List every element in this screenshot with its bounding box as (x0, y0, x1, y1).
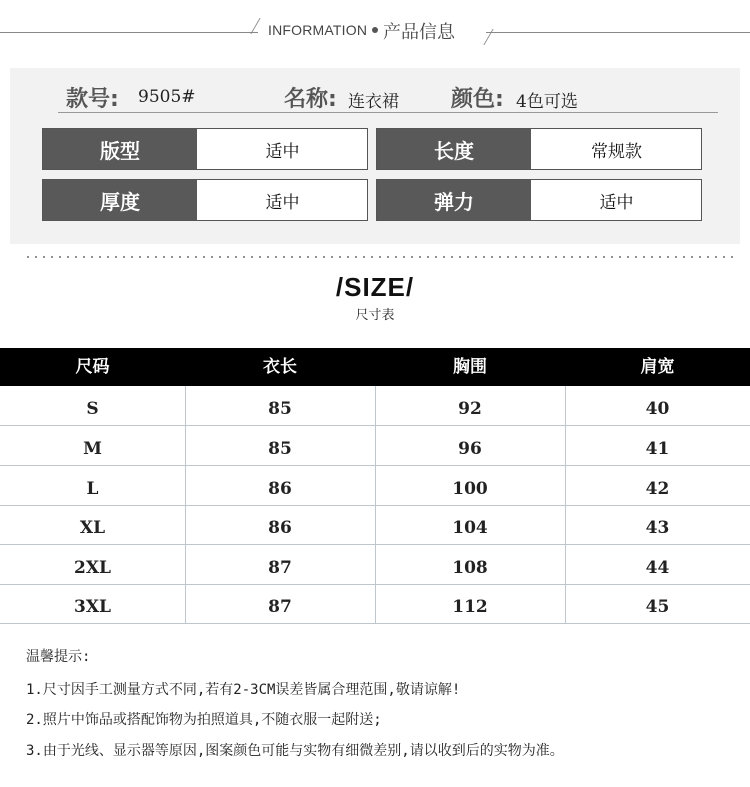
attribute-key: 厚度 (43, 180, 197, 220)
column-header-shoulder: 肩宽 (640, 357, 675, 377)
name-label: 名称: (284, 87, 337, 112)
size-subtitle: 尺寸表 (355, 308, 395, 323)
color-label: 颜色: (451, 87, 504, 112)
attribute-key: 版型 (43, 129, 197, 169)
header-dot (372, 27, 378, 33)
size-section-title (0, 272, 750, 323)
table-cell: 86 (268, 518, 292, 538)
table-cell: 85 (268, 399, 292, 419)
table-cell: 2XL (74, 558, 111, 578)
table-cell: 44 (645, 558, 670, 578)
header-title-en: INFORMATION (268, 22, 368, 38)
attribute-thickness (42, 179, 368, 221)
column-divider (185, 386, 186, 624)
attribute-value: 适中 (265, 192, 300, 213)
product-info-panel (10, 68, 740, 244)
attribute-elasticity (376, 179, 702, 221)
name-value: 连衣裙 (348, 92, 399, 112)
table-cell: 45 (645, 597, 670, 617)
header-divider-left (0, 32, 258, 33)
notes-title: 温馨提示: (26, 649, 91, 665)
table-cell: 43 (645, 518, 670, 538)
table-cell: 40 (645, 399, 670, 419)
size-title: /SIZE/ (335, 272, 415, 302)
column-divider (565, 386, 566, 624)
size-table-body (0, 386, 750, 624)
attribute-value: 适中 (265, 141, 300, 162)
note-item: 1.尺寸因手工测量方式不同,若有2-3CM误差皆属合理范围,敬请谅解! (26, 682, 461, 698)
attribute-fit (42, 128, 368, 170)
table-cell: 112 (452, 597, 488, 617)
table-cell: 87 (268, 597, 292, 617)
style-no-label: 款号: (66, 87, 119, 112)
table-cell: 92 (458, 399, 482, 419)
table-cell: L (86, 479, 99, 499)
color-value: 4色可选 (516, 92, 578, 112)
table-cell: 87 (268, 558, 292, 578)
table-cell: 104 (452, 518, 488, 538)
table-cell: 108 (452, 558, 488, 578)
attribute-value: 适中 (599, 192, 634, 213)
table-cell: S (86, 399, 99, 419)
table-cell: 96 (458, 439, 482, 459)
attribute-key: 弹力 (377, 180, 531, 220)
table-cell: 3XL (74, 597, 111, 617)
table-cell: XL (79, 518, 106, 538)
attribute-key: 长度 (377, 129, 531, 169)
header-title-cn: 产品信息 (383, 22, 455, 43)
table-cell: 42 (645, 479, 670, 499)
info-divider (58, 112, 718, 113)
attribute-value: 常规款 (591, 141, 642, 162)
column-divider (375, 386, 376, 624)
dotted-divider (24, 256, 736, 258)
table-cell: 86 (268, 479, 292, 499)
column-header-length: 衣长 (263, 357, 297, 377)
section-header (0, 0, 750, 60)
column-header-bust: 胸围 (453, 357, 487, 377)
table-cell: M (83, 439, 102, 459)
table-cell: 41 (645, 439, 670, 459)
note-item: 2.照片中饰品或搭配饰物为拍照道具,不随衣服一起附送; (26, 712, 382, 728)
attribute-length (376, 128, 702, 170)
style-no-value: 9505# (138, 87, 196, 107)
product-info-row (66, 82, 716, 114)
header-divider-right (486, 32, 750, 33)
column-header-size: 尺码 (75, 357, 110, 377)
note-item: 3.由于光线、显示器等原因,图案颜色可能与实物有细微差别,请以收到后的实物为准。 (26, 743, 564, 759)
table-cell: 100 (452, 479, 488, 499)
size-table-header (0, 348, 750, 386)
table-cell: 85 (268, 439, 292, 459)
